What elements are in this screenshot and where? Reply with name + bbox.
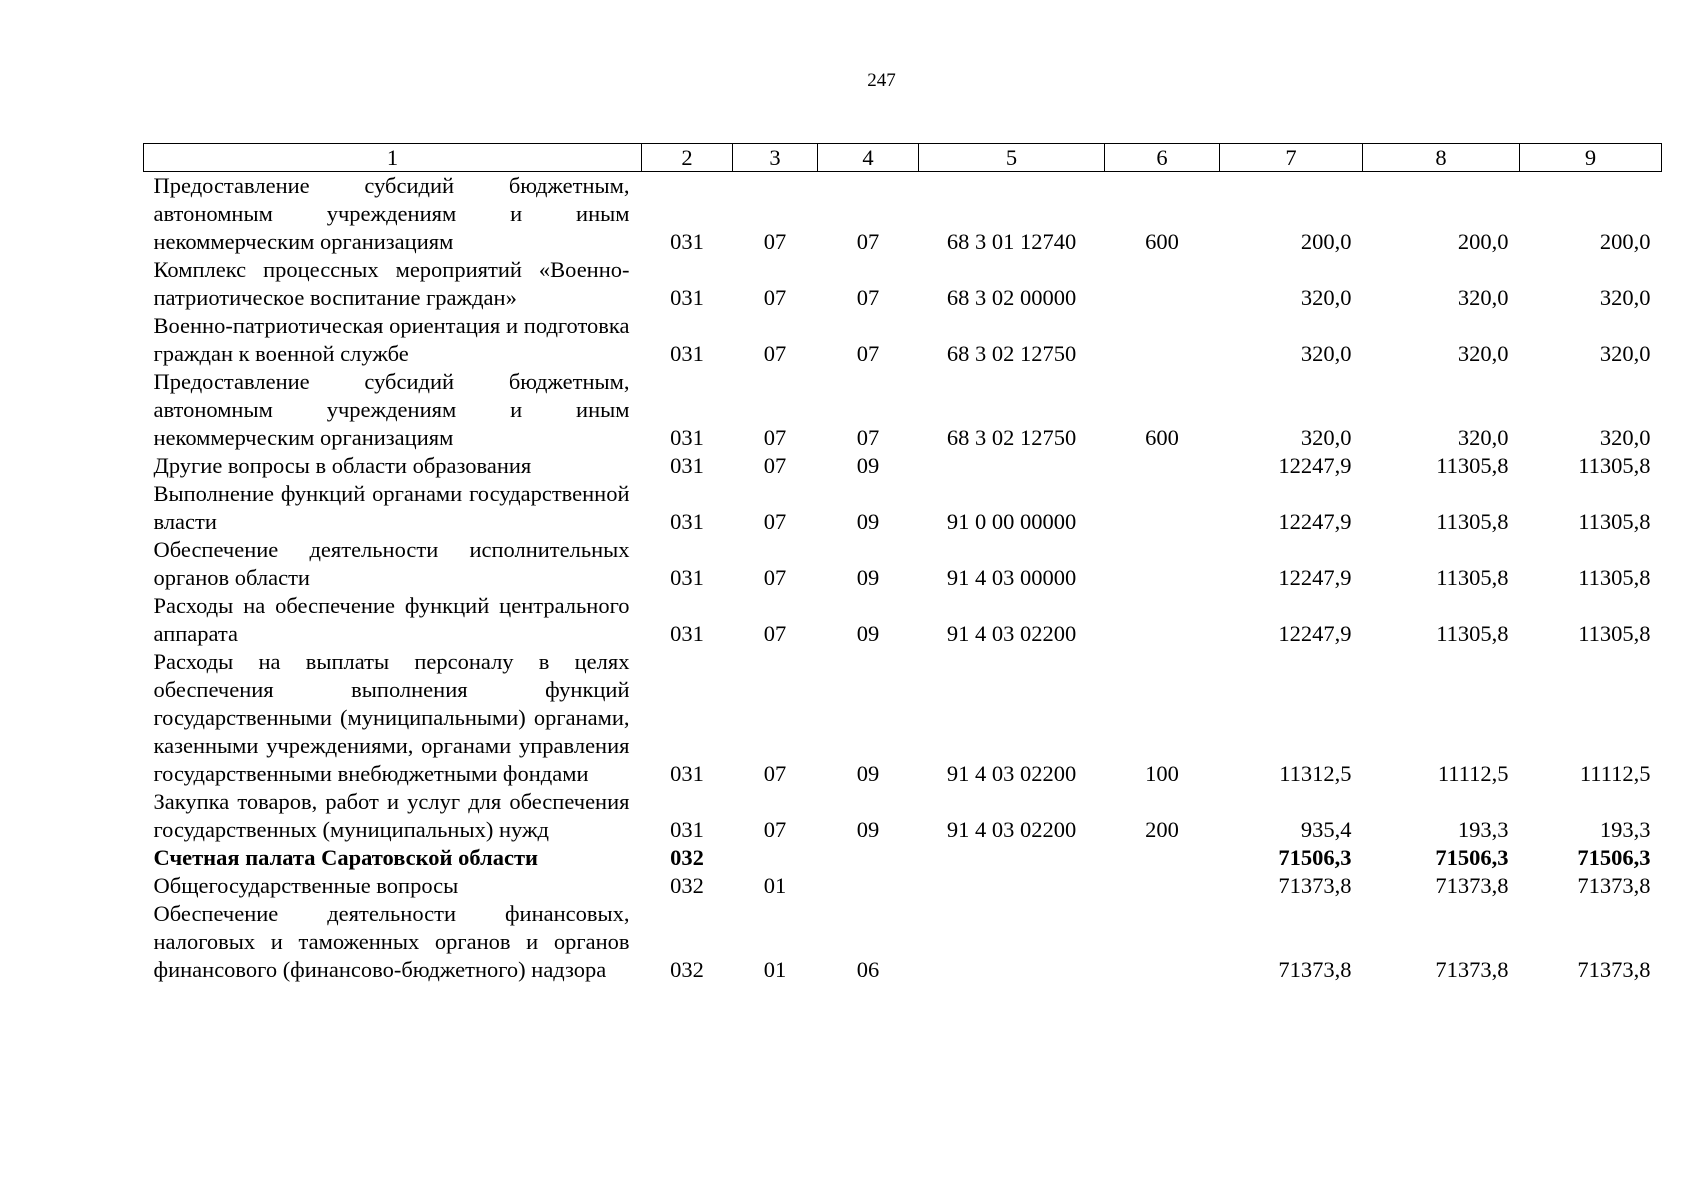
subsection-code: 09 [856, 817, 880, 842]
column-header: 7 [1220, 144, 1363, 172]
row-description: Выполнение функций органами государственной власти [153, 481, 630, 534]
amount-col-9: 320,0 [1599, 425, 1651, 450]
amount-col-9: 71506,3 [1577, 845, 1651, 870]
target-article-code: 91 4 03 00000 [946, 565, 1077, 590]
page-number: 247 [867, 70, 896, 91]
expense-type-code: 100 [1145, 761, 1179, 786]
ministry-code: 031 [670, 425, 704, 450]
amount-col-8: 11305,8 [1436, 621, 1509, 646]
amount-col-7: 320,0 [1300, 285, 1352, 310]
amount-col-8: 320,0 [1457, 341, 1509, 366]
ministry-code: 032 [670, 845, 704, 870]
amount-col-7: 12247,9 [1278, 453, 1352, 478]
target-article-code: 68 3 02 00000 [946, 285, 1077, 310]
column-header: 2 [642, 144, 733, 172]
column-header: 6 [1105, 144, 1220, 172]
expense-type-code [1105, 536, 1220, 592]
row-description: Предоставление субсидий бюджетным, автономным учреждениям и иным некоммерческим организациям [153, 173, 630, 254]
amount-col-9: 200,0 [1599, 229, 1651, 254]
section-code: 07 [763, 285, 787, 310]
row-description: Военно-патриотическая ориентация и подготовка граждан к военной службе [153, 313, 630, 366]
amount-col-8: 193,3 [1457, 817, 1509, 842]
expense-type-code [1105, 900, 1220, 984]
table-row [144, 872, 1662, 900]
amount-col-8: 200,0 [1457, 229, 1509, 254]
expense-type-code [1105, 256, 1220, 312]
amount-col-9: 11305,8 [1578, 565, 1651, 590]
row-description: Другие вопросы в области образования [153, 453, 532, 478]
section-code: 07 [763, 817, 787, 842]
amount-col-8: 11305,8 [1436, 565, 1509, 590]
subsection-code: 07 [856, 229, 880, 254]
column-header: 9 [1520, 144, 1662, 172]
ministry-code: 032 [670, 957, 704, 982]
target-article-code [919, 900, 1105, 984]
table-row [144, 480, 1662, 536]
row-description: Обеспечение деятельности исполнительных органов области [153, 537, 630, 590]
table-row [144, 648, 1662, 788]
amount-col-8: 11305,8 [1436, 453, 1509, 478]
amount-col-9: 11305,8 [1578, 453, 1651, 478]
amount-col-9: 71373,8 [1577, 957, 1651, 982]
amount-col-8: 71373,8 [1435, 873, 1509, 898]
amount-col-8: 11112,5 [1437, 761, 1509, 786]
table-row [144, 900, 1662, 984]
section-code: 07 [763, 565, 787, 590]
target-article-code: 91 4 03 02200 [946, 621, 1077, 646]
amount-col-9: 320,0 [1599, 341, 1651, 366]
amount-col-7: 200,0 [1300, 229, 1352, 254]
ministry-code: 031 [670, 285, 704, 310]
target-article-code: 68 3 02 12750 [946, 341, 1077, 366]
table-row [144, 172, 1662, 257]
row-description: Расходы на обеспечение функций центрального аппарата [153, 593, 630, 646]
row-description: Закупка товаров, работ и услуг для обеспечения государственных (муниципальных) нужд [153, 789, 630, 842]
section-code: 07 [763, 425, 787, 450]
table-row [144, 452, 1662, 480]
subsection-code: 09 [856, 565, 880, 590]
table-row [144, 312, 1662, 368]
header-row [144, 144, 1662, 172]
column-header: 3 [733, 144, 818, 172]
amount-col-7: 12247,9 [1278, 621, 1352, 646]
ministry-code: 031 [670, 621, 704, 646]
amount-col-7: 935,4 [1300, 817, 1352, 842]
target-article-code [919, 844, 1105, 872]
subsection-code: 06 [856, 957, 880, 982]
section-code: 07 [763, 341, 787, 366]
amount-col-8: 320,0 [1457, 285, 1509, 310]
ministry-code: 031 [670, 341, 704, 366]
section-code [733, 844, 818, 872]
amount-col-7: 320,0 [1300, 425, 1352, 450]
amount-col-9: 11305,8 [1578, 509, 1651, 534]
section-code: 01 [763, 957, 787, 982]
table-row [144, 592, 1662, 648]
expense-type-code [1105, 592, 1220, 648]
amount-col-9: 320,0 [1599, 285, 1651, 310]
expense-type-code: 200 [1145, 817, 1179, 842]
subsection-code: 09 [856, 621, 880, 646]
section-code: 07 [763, 761, 787, 786]
ministry-code: 031 [670, 565, 704, 590]
expense-type-code: 600 [1145, 425, 1179, 450]
expense-type-code [1105, 480, 1220, 536]
expense-type-code [1105, 844, 1220, 872]
ministry-code: 031 [670, 509, 704, 534]
amount-col-7: 71373,8 [1278, 873, 1352, 898]
subsection-code: 07 [856, 341, 880, 366]
section-code: 01 [763, 873, 787, 898]
subsection-code [818, 872, 919, 900]
column-header: 4 [818, 144, 919, 172]
subsection-code [818, 844, 919, 872]
expense-type-code [1105, 872, 1220, 900]
table-row [144, 788, 1662, 844]
ministry-code: 031 [670, 453, 704, 478]
ministry-code: 032 [670, 873, 704, 898]
amount-col-7: 71506,3 [1278, 845, 1352, 870]
ministry-code: 031 [670, 761, 704, 786]
ministry-code: 031 [670, 817, 704, 842]
subsection-code: 07 [856, 285, 880, 310]
table-row [144, 368, 1662, 452]
section-code: 07 [763, 621, 787, 646]
target-article-code: 91 0 00 00000 [946, 509, 1077, 534]
expense-type-code [1105, 452, 1220, 480]
section-code: 07 [763, 229, 787, 254]
row-description: Общегосударственные вопросы [153, 873, 459, 898]
row-description: Предоставление субсидий бюджетным, автономным учреждениям и иным некоммерческим организациям [153, 369, 630, 450]
amount-col-8: 11305,8 [1436, 509, 1509, 534]
amount-col-7: 320,0 [1300, 341, 1352, 366]
target-article-code [919, 452, 1105, 480]
target-article-code: 68 3 01 12740 [946, 229, 1077, 254]
column-header: 5 [919, 144, 1105, 172]
budget-table [143, 143, 1662, 984]
row-description: Расходы на выплаты персоналу в целях обеспечения выполнения функций государственными (муниципальными) органами, казенными учреждениями, органами управления государственными внебюджетными фондами [153, 649, 630, 786]
amount-col-8: 71506,3 [1435, 845, 1509, 870]
target-article-code [919, 872, 1105, 900]
amount-col-7: 12247,9 [1278, 565, 1352, 590]
subsection-code: 07 [856, 425, 880, 450]
target-article-code: 68 3 02 12750 [946, 425, 1077, 450]
ministry-code: 031 [670, 229, 704, 254]
expense-type-code [1105, 312, 1220, 368]
amount-col-8: 320,0 [1457, 425, 1509, 450]
section-code: 07 [763, 453, 787, 478]
row-description: Счетная палата Саратовской области [153, 845, 538, 870]
section-code: 07 [763, 509, 787, 534]
row-description: Обеспечение деятельности финансовых, налоговых и таможенных органов и органов финансового (финансово-бюджетного) надзора [153, 901, 630, 982]
subsection-code: 09 [856, 453, 880, 478]
amount-col-7: 71373,8 [1278, 957, 1352, 982]
amount-col-9: 11112,5 [1579, 761, 1651, 786]
target-article-code: 91 4 03 02200 [946, 817, 1077, 842]
table-row [144, 256, 1662, 312]
row-description: Комплекс процессных мероприятий «Военно-патриотическое воспитание граждан» [153, 257, 630, 310]
amount-col-8: 71373,8 [1435, 957, 1509, 982]
amount-col-7: 11312,5 [1279, 761, 1352, 786]
target-article-code: 91 4 03 02200 [946, 761, 1077, 786]
subsection-code: 09 [856, 509, 880, 534]
table-body [144, 172, 1662, 985]
subsection-code: 09 [856, 761, 880, 786]
amount-col-9: 193,3 [1599, 817, 1651, 842]
table-row [144, 536, 1662, 592]
column-header: 1 [144, 144, 642, 172]
amount-col-9: 71373,8 [1577, 873, 1651, 898]
table-row [144, 844, 1662, 872]
amount-col-7: 12247,9 [1278, 509, 1352, 534]
amount-col-9: 11305,8 [1578, 621, 1651, 646]
column-header: 8 [1363, 144, 1520, 172]
expense-type-code: 600 [1145, 229, 1179, 254]
